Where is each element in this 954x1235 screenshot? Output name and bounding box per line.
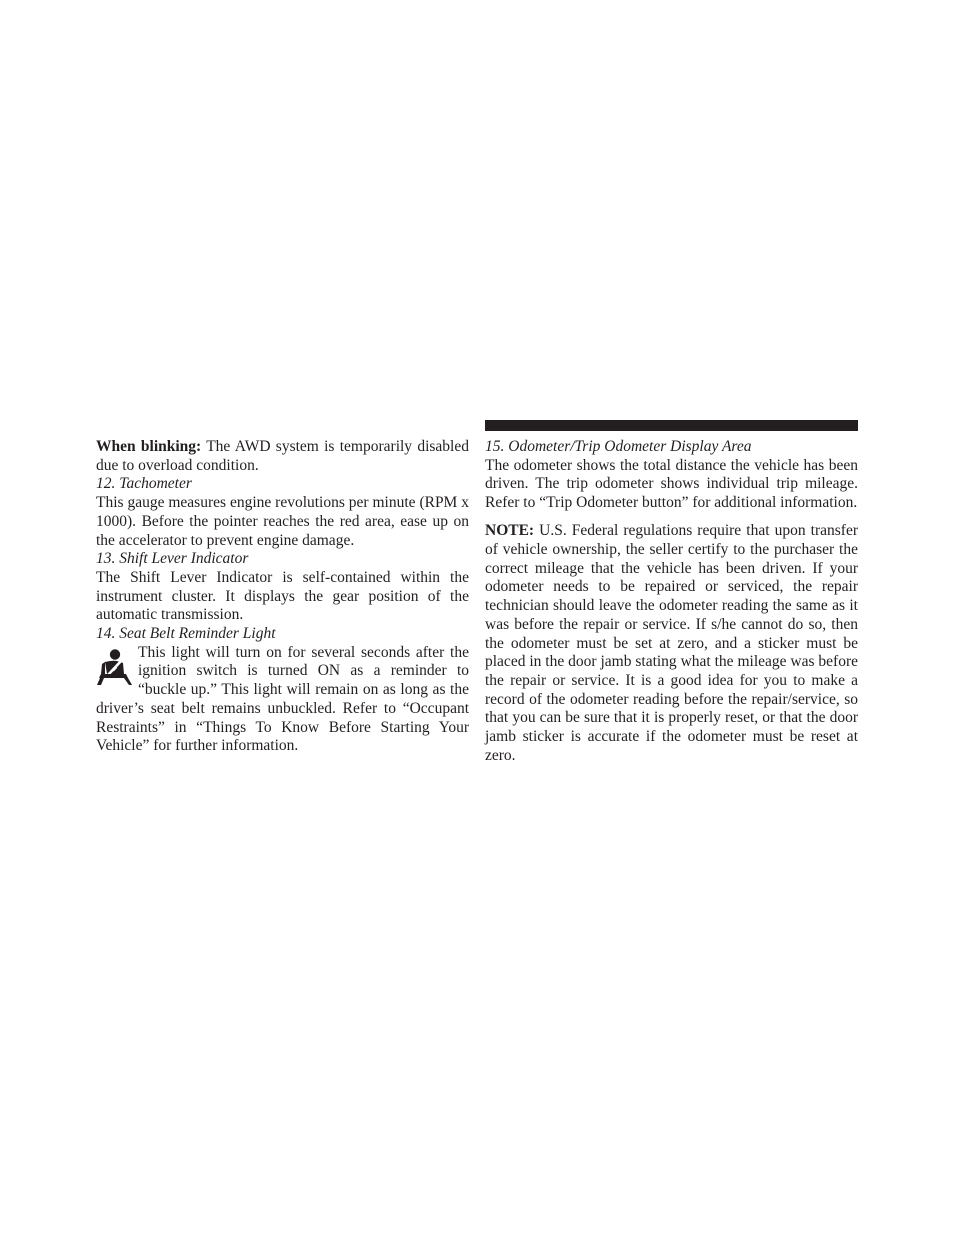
awd-blinking-label: When blinking:	[96, 438, 202, 455]
seat-belt-section	[96, 644, 469, 756]
note-paragraph	[485, 522, 858, 765]
seatbelt-icon	[96, 648, 132, 686]
section-header-bar	[485, 420, 858, 431]
right-column	[485, 438, 858, 765]
shift-lever-heading: 13. Shift Lever Indicator	[96, 550, 249, 568]
note-label: NOTE:	[485, 522, 535, 540]
awd-blinking-paragraph	[96, 438, 469, 475]
seat-belt-heading: 14. Seat Belt Reminder Light	[96, 625, 276, 643]
shift-lever-text: The Shift Lever Indicator is self-contained within the instrument cluster. It displays the gear position of the automatic transmission.	[96, 568, 469, 624]
awd-blinking-text: The AWD system is temporarily disabled due to overload condition.	[96, 438, 469, 474]
tachometer-heading: 12. Tachometer	[96, 475, 192, 493]
tachometer-text: This gauge measures engine revolutions per minute (RPM x 1000). Before the pointer reaches the red area, ease up on the accelerator to prevent engine damage.	[96, 494, 469, 549]
seat-belt-text: This light will turn on for several seconds after the ignition switch is turned ON as a reminder to “buckle up.” This light will remain on as long as the driver’s seat belt remains unbuckled. Refer to “Occupant Restraints” in “Things To Know Before Starting Your Vehicle” for further information.	[96, 643, 469, 755]
odometer-text: The odometer shows the total distance the vehicle has been driven. The trip odometer shows individual trip mileage. Refer to “Trip Odometer button” for additional information.	[485, 456, 858, 512]
odometer-heading: 15. Odometer/Trip Odometer Display Area	[485, 438, 752, 455]
left-column	[96, 438, 469, 756]
note-text: U.S. Federal regulations require that upon transfer of vehicle ownership, the seller certify to the purchaser the correct mileage that the vehicle has been driven. If your odometer needs to be repaired or serviced, the repair technician should leave the odometer reading the same as it was before the repair or service. If s/he cannot do so, then the odometer must be set at zero, and a sticker must be placed in the door jamb stating what the mileage was before the repair or service. It is a good idea for you to make a record of the odometer reading before the repair/service, so that you can be sure that it is properly reset, or that the door jamb sticker is accurate if the odometer must be reset at zero.	[485, 522, 858, 764]
